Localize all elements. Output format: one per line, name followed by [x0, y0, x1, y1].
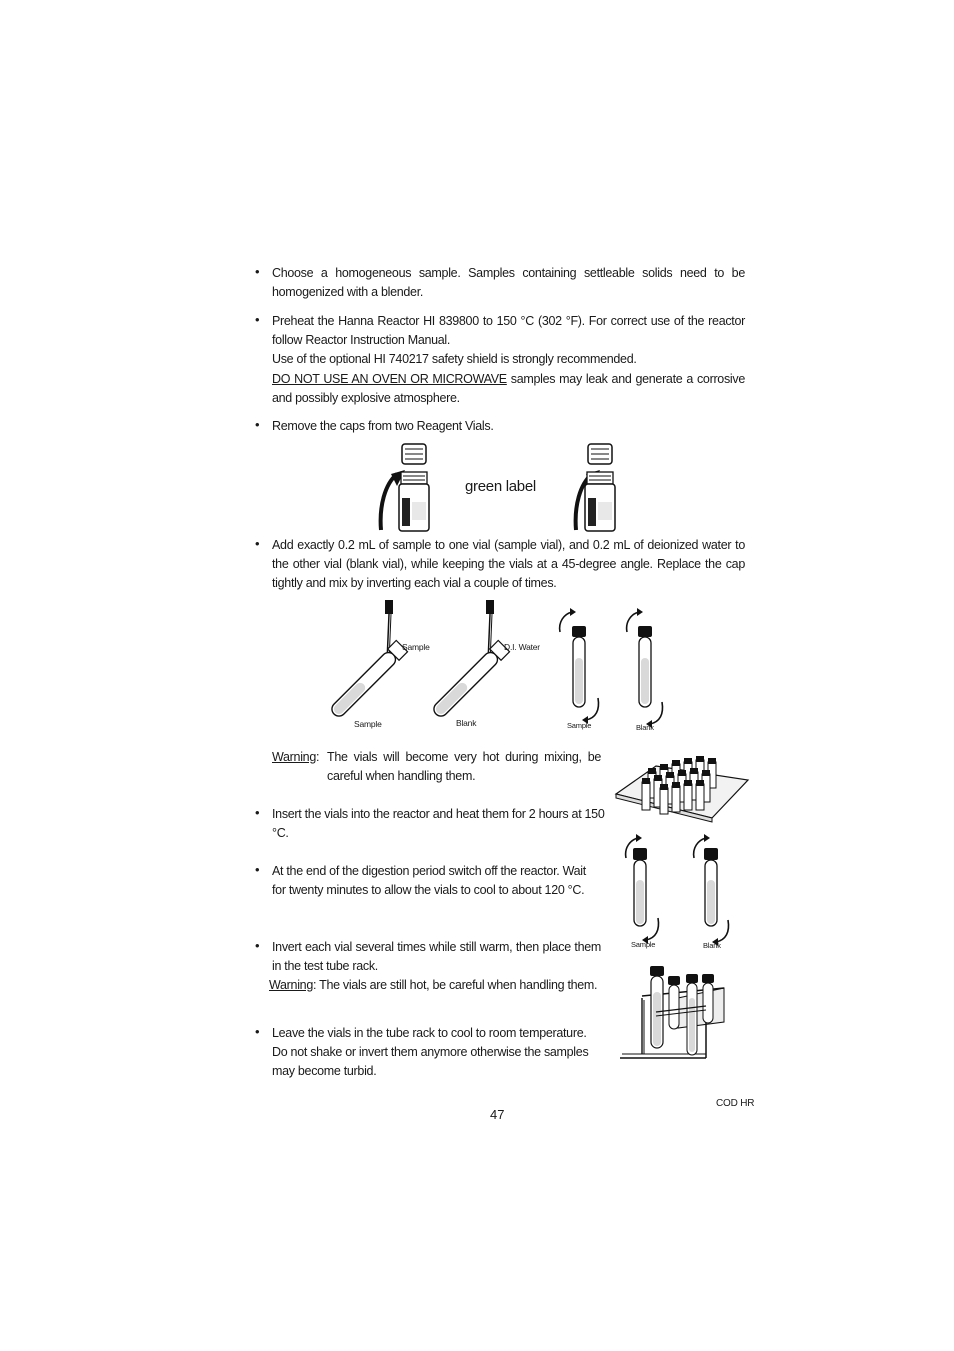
cooling-blank-vial	[694, 834, 729, 946]
reactor-block-figure	[616, 752, 750, 822]
bullet-marker: •	[255, 862, 260, 877]
reagent-vial-right	[576, 444, 615, 531]
page-number: 47	[490, 1107, 505, 1122]
step-homogeneous-sample: Choose a homogeneous sample. Samples containing settleable solids need to be homogenized with a blender.	[272, 266, 745, 299]
pipette-sample-label: Sample	[402, 642, 430, 652]
step-switch-off-reactor: At the end of the digestion period switch off the reactor. Wait for twenty minutes to allow the vials to cool to about 120 °C.	[272, 864, 586, 897]
step-invert-vials: Invert each vial several times while still warm, then place them in the test tube rack.	[272, 940, 601, 973]
oven-warning	[272, 370, 745, 408]
bullet-marker: •	[255, 536, 260, 551]
cooling-sample-vial	[626, 834, 659, 944]
pipette-water-label: D.I. Water	[504, 642, 540, 652]
tilted-sample-vial	[328, 600, 407, 720]
green-label-caption: green label	[465, 478, 536, 495]
capped-blank-vial	[627, 608, 663, 728]
warning-still-hot: Warning: The vials are still hot, be careful when handling them.	[269, 978, 598, 992]
section-code: COD HR	[716, 1098, 755, 1109]
vial-sample-label: Sample	[354, 719, 382, 729]
pipette-invert-figure	[320, 598, 670, 738]
bullet-marker: •	[255, 312, 260, 327]
oven-warning-text: samples may leak and generate a corrosive and possibly explosive atmosphere.	[272, 372, 745, 405]
cooling-blank-label: Blank	[703, 941, 721, 950]
oven-warning-emphasis: DO NOT USE AN OVEN OR MICROWAVE	[272, 372, 507, 386]
step-remove-caps: Remove the caps from two Reagent Vials.	[272, 419, 494, 433]
inverted-blank-label: Blank	[636, 723, 654, 732]
bullet-marker: •	[255, 417, 260, 432]
bullet-marker: •	[255, 805, 260, 820]
bullet-marker: •	[255, 938, 260, 953]
tilted-blank-vial	[430, 600, 509, 720]
test-tube-rack-figure	[620, 962, 730, 1062]
bullet-marker: •	[255, 1024, 260, 1039]
inverted-sample-label: Sample	[567, 721, 592, 730]
bullet-marker: •	[255, 264, 260, 279]
step-add-sample: Add exactly 0.2 mL of sample to one vial (sample vial), and 0.2 mL of deionized water to the other vial (blank vial), while keeping the vials at a 45-degree angle. Replace the cap tightly and mix by inverting each vial a couple of times.	[272, 538, 745, 590]
step-cool-in-rack: Leave the vials in the tube rack to cool to room temperature. Do not shake or invert them anymore otherwise the samples may become turbid.	[272, 1026, 589, 1078]
capped-sample-vial	[560, 608, 599, 724]
step-preheat-reactor: Preheat the Hanna Reactor HI 839800 to 150 °C (302 °F). For correct use of the reactor follow Reactor Instruction Manual.	[272, 314, 745, 347]
cooling-sample-label: Sample	[631, 940, 656, 949]
warning-hot-vials: The vials will become very hot during mixing, be careful when handling them.	[327, 750, 601, 783]
safety-shield-note: Use of the optional HI 740217 safety shield is strongly recommended.	[272, 352, 637, 366]
reagent-vial-left	[381, 444, 429, 531]
vial-blank-label: Blank	[456, 718, 477, 728]
warning-label: Warning:	[272, 750, 320, 764]
cooling-invert-figure	[618, 832, 738, 950]
step-heat-vials: Insert the vials into the reactor and heat them for 2 hours at 150 °C.	[272, 807, 605, 840]
